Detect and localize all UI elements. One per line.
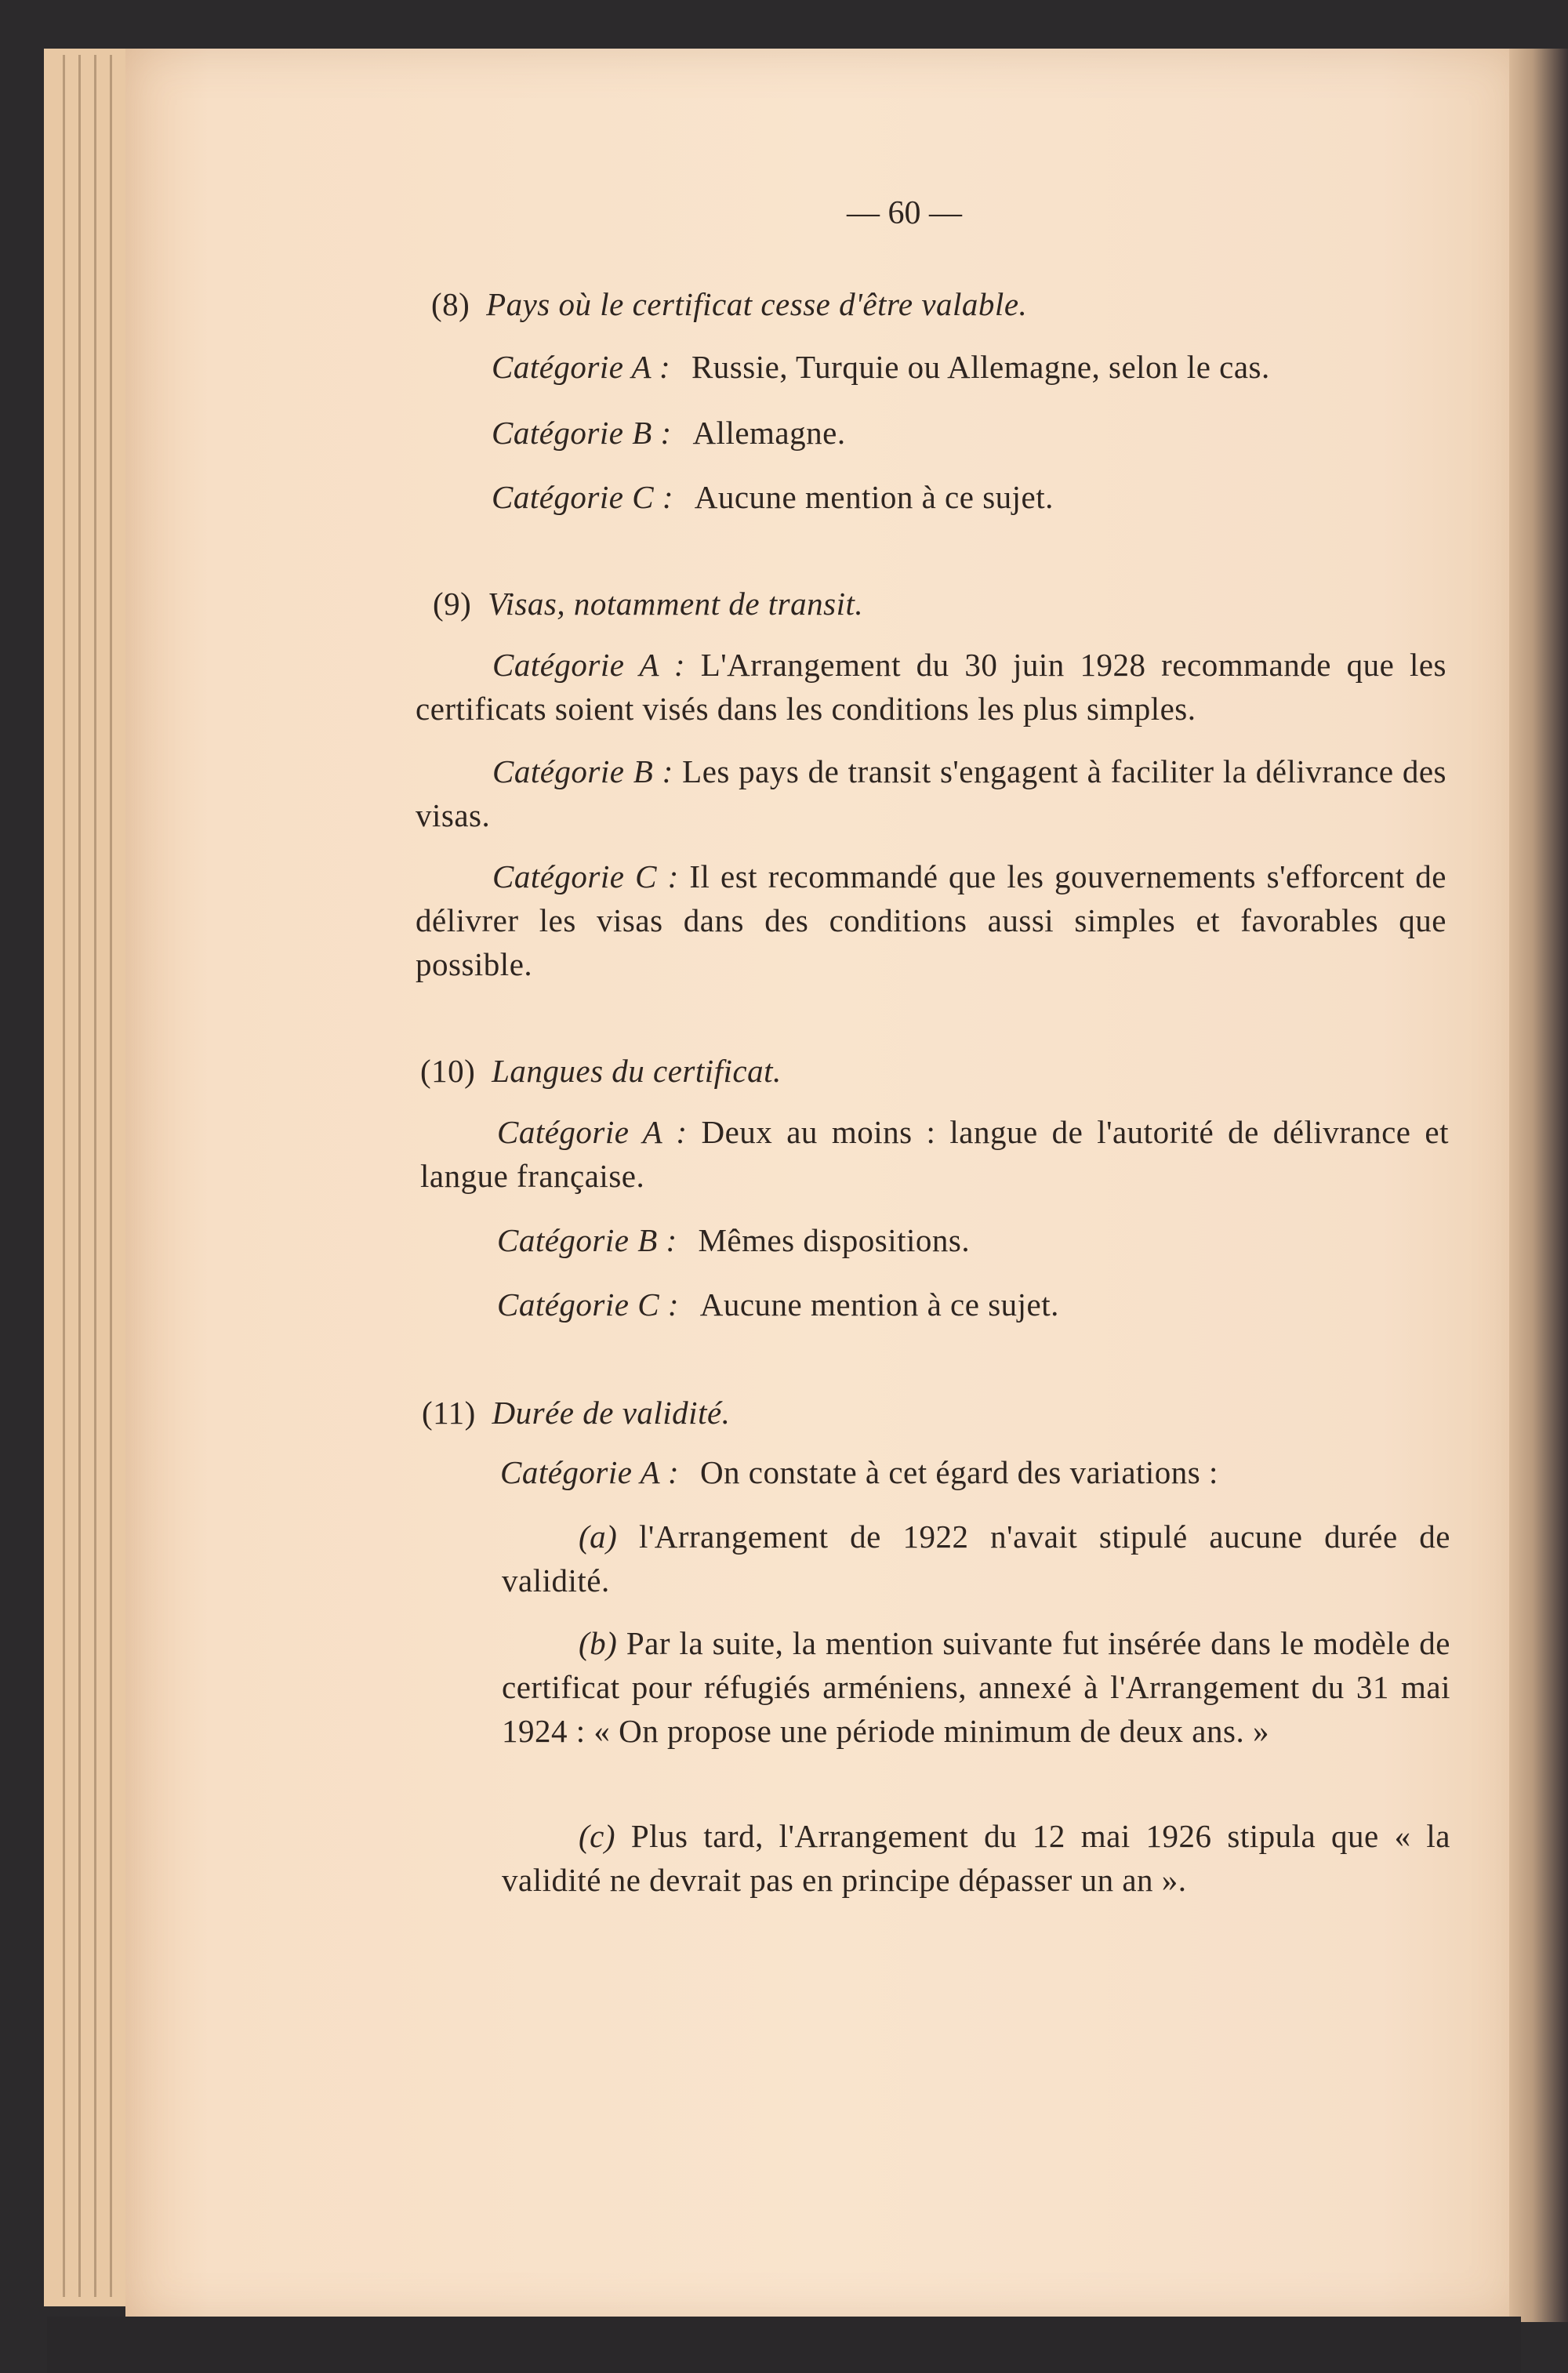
section-9-heading: [433, 582, 863, 626]
cat-a-label: Catégorie A :: [492, 349, 671, 385]
section-11-number: (11): [422, 1395, 476, 1431]
cat-a-text: L'Arrangement du 30 juin 1928 recommande que les certificats soient visés dans les conditions les plus simples.: [416, 647, 1446, 727]
section-10-heading: [420, 1049, 782, 1093]
sub-b-label: (b): [579, 1625, 618, 1661]
section-10-cat-a: [420, 1110, 1449, 1198]
section-10-title: Langues du certificat.: [492, 1053, 782, 1089]
cat-c-text: Aucune mention à ce sujet.: [694, 479, 1054, 515]
sub-a-text: l'Arrangement de 1922 n'avait stipulé aucune durée de validité.: [502, 1519, 1451, 1598]
section-8-cat-c: [492, 475, 1054, 519]
sub-c-text: Plus tard, l'Arrangement du 12 mai 1926 stipula que « la validité ne devrait pas en principe dépasser un an ».: [502, 1818, 1451, 1898]
cat-a-text: Russie, Turquie ou Allemagne, selon le cas.: [691, 349, 1270, 385]
cat-a-label: Catégorie A :: [500, 1454, 680, 1490]
sub-b-text: Par la suite, la mention suivante fut insérée dans le modèle de certificat pour réfugiés arméniens, annexé à l'Arrangement du 31 mai 1924 : « On propose une période minimum de deux ans. »: [502, 1625, 1451, 1749]
sub-c-label: (c): [579, 1818, 616, 1854]
cat-a-label: Catégorie A :: [497, 1114, 688, 1150]
cat-c-label: Catégorie C :: [492, 479, 673, 515]
section-8-cat-b: [492, 411, 846, 455]
cat-c-label: Catégorie C :: [497, 1286, 679, 1323]
section-10-number: (10): [420, 1053, 476, 1089]
section-9-cat-c: [416, 854, 1446, 986]
section-8-number: (8): [431, 286, 470, 322]
section-11-sub-c: [502, 1814, 1450, 1902]
section-11-cat-a: [500, 1450, 1218, 1494]
cat-c-label: Catégorie C :: [492, 858, 679, 894]
page-gutter-shadow: [1509, 49, 1568, 2322]
background-bottom: [47, 2317, 1521, 2373]
section-9-title: Visas, notamment de transit.: [488, 586, 864, 622]
cat-b-text: Allemagne.: [692, 415, 846, 451]
sub-a-label: (a): [579, 1519, 618, 1555]
cat-b-label: Catégorie B :: [492, 753, 673, 789]
section-8-heading: [431, 282, 1027, 326]
page-edge-line: [63, 55, 65, 2297]
section-9-cat-b: [416, 749, 1446, 837]
cat-b-text: Les pays de transit s'engagent à faciliter la délivrance des visas.: [416, 753, 1447, 833]
cat-b-label: Catégorie B :: [492, 415, 672, 451]
page-number: — 60 —: [847, 195, 962, 231]
section-9-cat-a: [416, 643, 1446, 731]
cat-b-text: Mêmes dispositions.: [698, 1222, 971, 1258]
section-11-title: Durée de validité.: [492, 1395, 731, 1431]
page-edge-line: [94, 55, 96, 2297]
cat-c-text: Aucune mention à ce sujet.: [699, 1286, 1059, 1323]
page-edge-line: [78, 55, 81, 2297]
section-9-number: (9): [433, 586, 472, 622]
section-10-cat-c: [497, 1283, 1059, 1326]
section-11-sub-a: [502, 1515, 1450, 1602]
section-8-cat-a: [492, 345, 1270, 389]
section-11-heading: [422, 1391, 730, 1435]
cat-b-label: Catégorie B :: [497, 1222, 677, 1258]
section-8-title: Pays où le certificat cesse d'être valable.: [486, 286, 1028, 322]
page-edge-line: [110, 55, 112, 2297]
cat-a-text: Deux au moins : langue de l'autorité de délivrance et langue française.: [420, 1114, 1449, 1194]
cat-a-text: On constate à cet égard des variations :: [699, 1454, 1218, 1490]
section-11-sub-b: [502, 1621, 1450, 1753]
section-10-cat-b: [497, 1218, 970, 1262]
cat-a-label: Catégorie A :: [492, 647, 686, 683]
cat-c-text: Il est recommandé que les gouvernements s'efforcent de délivrer les visas dans des conditions aussi simples et favorables que possible.: [416, 858, 1446, 982]
